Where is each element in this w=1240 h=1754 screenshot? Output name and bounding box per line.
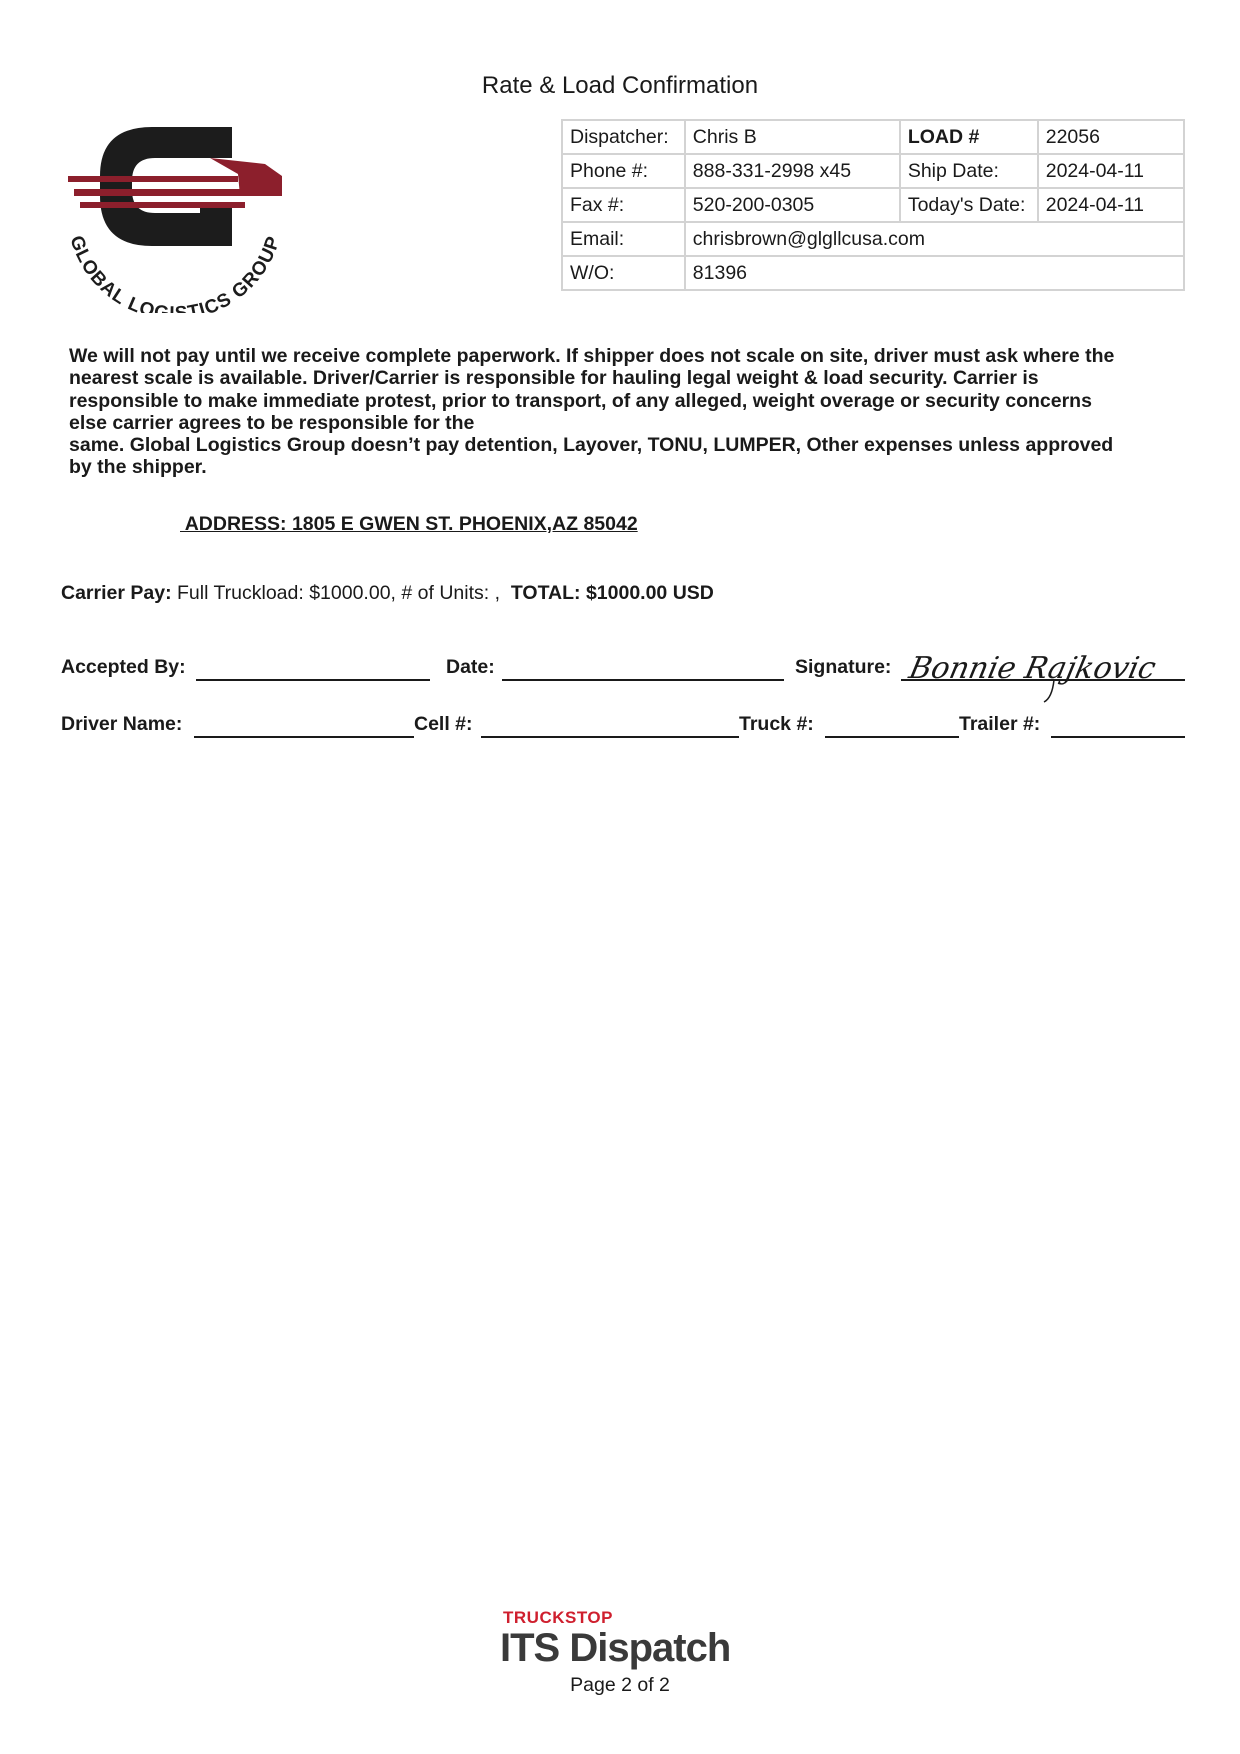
date-field[interactable] (502, 679, 784, 681)
signature-label: Signature: (795, 656, 892, 678)
notice-line: same. Global Logistics Group doesn’t pay detention, Layover, TONU, LUMPER, Other expenses unless approved (69, 434, 1114, 457)
notice-line: nearest scale is available. Driver/Carrier is responsible for hauling legal weight & load security. Carrier is (69, 367, 1039, 390)
carrier-pay-label: Carrier Pay: (61, 582, 172, 604)
handwritten-signature (906, 648, 1176, 706)
document-title: Rate & Load Confirmation (481, 72, 759, 99)
todays-date-value: 2024-04-11 (1038, 188, 1184, 222)
dispatcher-label: Dispatcher: (562, 120, 685, 154)
notice-line: else carrier agrees to be responsible for the (69, 411, 475, 434)
fax-label: Fax #: (562, 188, 685, 222)
address-line: ADDRESS: 1805 E GWEN ST. PHOENIX,AZ 85042 (180, 513, 638, 535)
its-dispatch-logo-text: ITS Dispatch (500, 1626, 731, 1670)
table-row (562, 256, 1184, 290)
company-logo (60, 118, 290, 313)
signature-image-icon (906, 648, 1176, 706)
trailer-label: Trailer #: (959, 713, 1041, 735)
carrier-pay-detail: Full Truckload: $1000.00, # of Units: , (171, 582, 511, 604)
logo-brand-text: GLOBAL LO TICS GROUP (65, 233, 285, 313)
dispatcher-value: Chris B (685, 120, 900, 154)
table-row (562, 222, 1184, 256)
accepted-by-label: Accepted By: (61, 656, 186, 678)
email-value[interactable]: chrisbrown@glgllcusa.com (685, 222, 1184, 256)
email-label: Email: (562, 222, 685, 256)
todays-date-label: Today's Date: (900, 188, 1038, 222)
truck-label: Truck #: (739, 713, 814, 735)
notice-line: by the shipper. (69, 456, 207, 479)
load-number-value: 22056 (1038, 120, 1184, 154)
carrier-pay (61, 582, 714, 605)
cell-label: Cell #: (414, 713, 473, 735)
table-row (562, 120, 1184, 154)
ship-date-label: Ship Date: (900, 154, 1038, 188)
carrier-pay-total: TOTAL: $1000.00 USD (510, 582, 714, 604)
table-row (562, 154, 1184, 188)
phone-label: Phone #: (562, 154, 685, 188)
ship-date-value: 2024-04-11 (1038, 154, 1184, 188)
trailer-field[interactable] (1051, 736, 1185, 738)
table-row (562, 188, 1184, 222)
phone-value: 888-331-2998 x45 (685, 154, 900, 188)
notice-line: responsible to make immediate protest, prior to transport, of any alleged, weight overage or security concerns (69, 389, 1092, 412)
global-logistics-logo-icon (60, 118, 290, 313)
notice-line: We will not pay until we receive complete paperwork. If shipper does not scale on site, driver must ask where the (69, 345, 1115, 367)
page-number: Page 2 of 2 (570, 1674, 670, 1696)
load-info-table (561, 119, 1185, 291)
driver-name-label: Driver Name: (61, 713, 183, 735)
driver-name-field[interactable] (194, 736, 414, 738)
truckstop-logo-text: TRUCKSTOP (503, 1608, 613, 1627)
truck-field[interactable] (825, 736, 959, 738)
signature-text: Bonnie Rajkovic (906, 651, 1159, 686)
cell-field[interactable] (481, 736, 739, 738)
date-label: Date: (446, 656, 495, 678)
accepted-by-field[interactable] (196, 679, 430, 681)
work-order-label: W/O: (562, 256, 685, 290)
load-number-label: LOAD # (900, 120, 1038, 154)
fax-value: 520-200-0305 (685, 188, 900, 222)
payment-notice (69, 345, 1179, 479)
work-order-value: 81396 (685, 256, 1184, 290)
